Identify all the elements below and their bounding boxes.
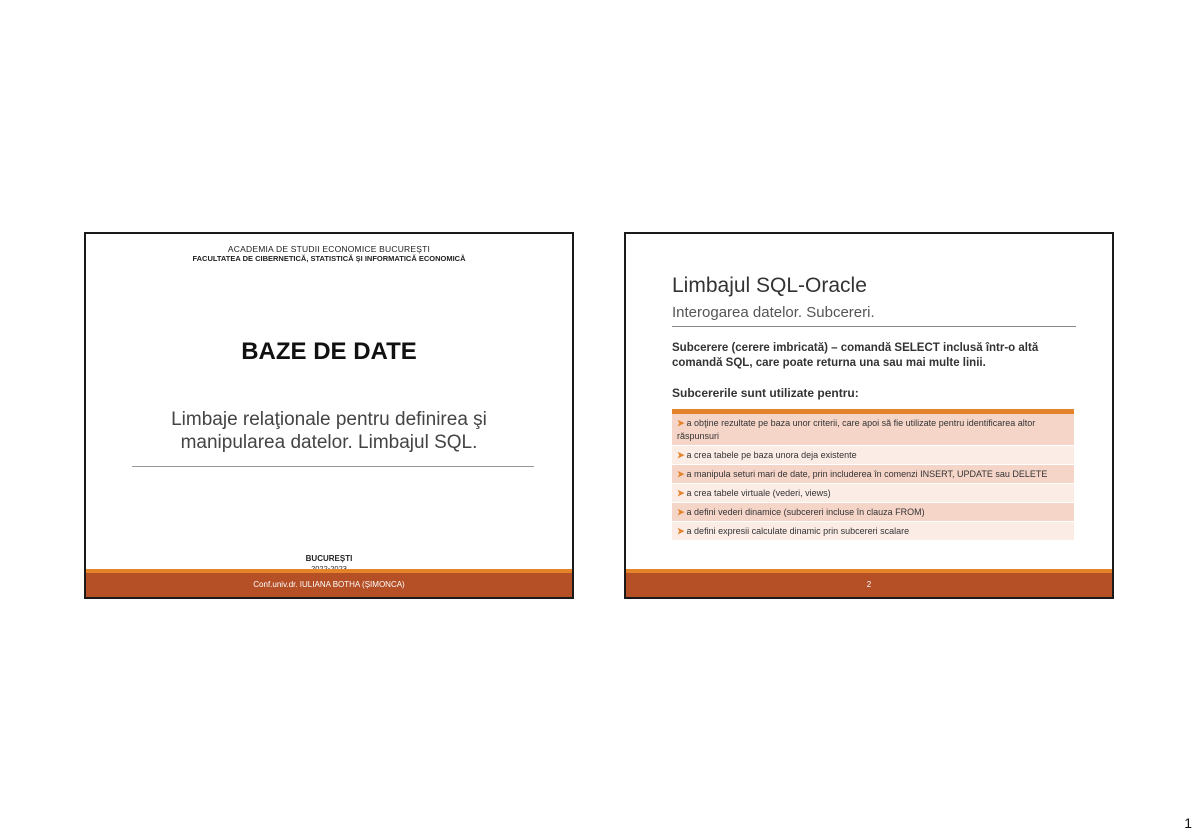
slide-number: 2	[626, 573, 1112, 597]
page-number: 1	[1184, 815, 1192, 831]
arrow-bullet-icon: ➤	[677, 526, 685, 536]
slide-subqueries	[624, 232, 1114, 599]
list-item-text: a crea tabele virtuale (vederi, views)	[686, 488, 831, 498]
subtitle-line-2: manipularea datelor. Limbajul SQL.	[180, 432, 478, 453]
arrow-bullet-icon: ➤	[677, 469, 685, 479]
list-item	[672, 503, 1074, 522]
course-subtitle	[126, 408, 532, 454]
faculty-name: FACULTATEA DE CIBERNETICĂ, STATISTICĂ ȘI INFORMATICĂ ECONOMICĂ	[192, 254, 466, 263]
divider	[672, 326, 1076, 327]
uses-heading: Subcererile sunt utilizate pentru:	[672, 386, 859, 400]
slide-title	[84, 232, 574, 599]
list-item-text: a manipula seturi mari de date, prin includerea în comenzi INSERT, UPDATE sau DELETE	[686, 469, 1048, 479]
arrow-bullet-icon: ➤	[677, 418, 685, 428]
arrow-bullet-icon: ➤	[677, 488, 685, 498]
arrow-bullet-icon: ➤	[677, 507, 685, 517]
list-item-text: a defini expresii calculate dinamic prin subcereri scalare	[686, 526, 910, 536]
divider	[132, 466, 534, 467]
list-item	[672, 484, 1074, 503]
subtitle-line-1: Limbaje relaţionale pentru definirea şi	[171, 409, 487, 430]
footer-author: Conf.univ.dr. IULIANA BOTHA (ȘIMONCA)	[86, 573, 572, 597]
city: BUCUREȘTI	[305, 554, 353, 563]
list-item-text: a obţine rezultate pe baza unor criterii, care apoi să fie utilizate pentru identificarea altor răspunsuri	[677, 418, 1036, 441]
list-item	[672, 446, 1074, 465]
slide-subtitle: Interogarea datelor. Subcereri.	[672, 304, 875, 321]
slide-title: Limbajul SQL-Oracle	[672, 274, 867, 297]
list-item	[672, 465, 1074, 484]
arrow-bullet-icon: ➤	[677, 450, 685, 460]
institution-name: ACADEMIA DE STUDII ECONOMICE BUCUREȘTI	[227, 244, 431, 254]
list-item	[672, 414, 1074, 446]
list-item	[672, 522, 1074, 541]
list-item-text: a defini vederi dinamice (subcereri incluse în clauza FROM)	[686, 507, 925, 517]
uses-list	[672, 409, 1074, 541]
list-item-text: a crea tabele pe baza unora deja existente	[686, 450, 857, 460]
course-title: BAZE DE DATE	[241, 338, 417, 365]
subquery-definition: Subcerere (cerere imbricată) – comandă SELECT inclusă într-o altă comandă SQL, care poate returna una sau mai multe linii.	[672, 342, 1039, 369]
